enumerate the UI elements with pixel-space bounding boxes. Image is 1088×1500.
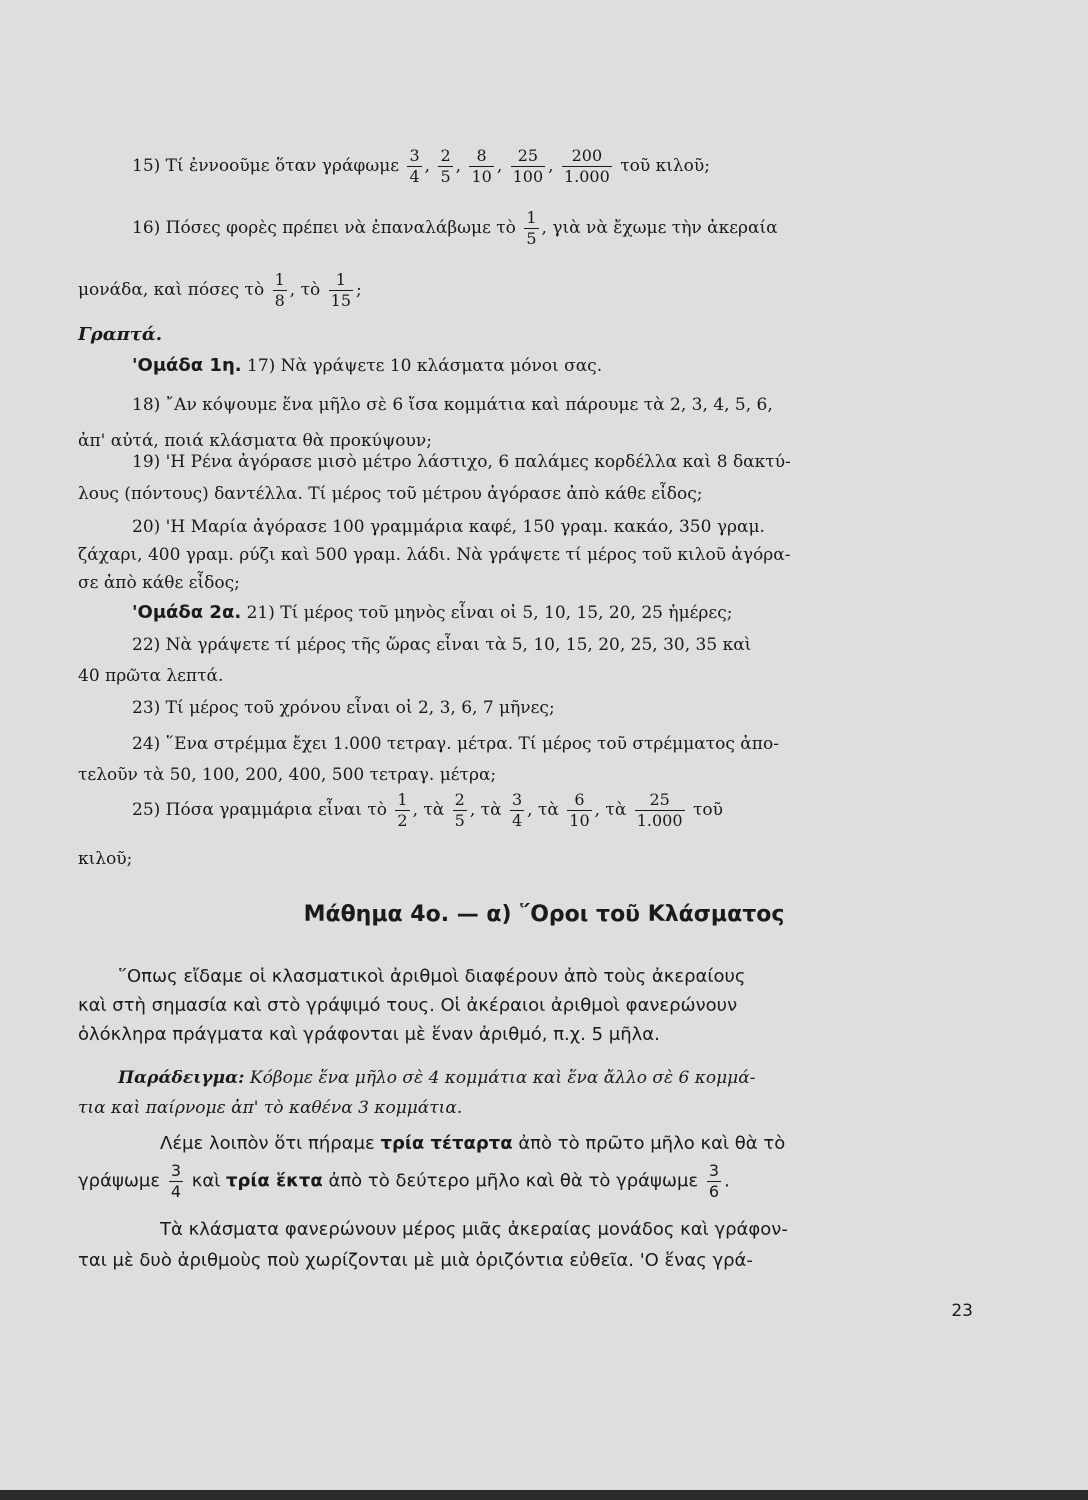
fraction (438, 148, 452, 185)
exercise-19-line2: λους (πόντους) δαντέλλα. Τί μέρος τοῦ μέτρου ἀγόρασε ἀπὸ κάθε εἶδος; (78, 484, 703, 504)
fraction (510, 792, 524, 829)
fraction-den: 6 (708, 1182, 720, 1201)
fraction-num: 3 (708, 1161, 720, 1180)
fraction-num: 3 (511, 790, 523, 809)
para2-line2 (78, 1163, 730, 1200)
fraction (453, 792, 467, 829)
group-1-line (132, 355, 602, 377)
exercise-18-line2: ἀπ' αὐτά, ποιά κλάσματα θὰ προκύψουν; (78, 431, 432, 451)
para2-bold: τρία τέταρτα (380, 1133, 513, 1154)
fraction-num: 25 (517, 146, 539, 165)
ex16-end: , γιὰ νὰ ἔχωμε τὴν ἀκεραία (541, 218, 778, 238)
group-2-line (132, 602, 732, 624)
fraction-den: 100 (512, 167, 544, 186)
exercise-20-line1: 20) 'Η Μαρία ἀγόρασε 100 γραμμάρια καφέ, 150 γραμ. κακάο, 350 γραμ. (132, 517, 765, 537)
exercise-17: 17) Νὰ γράψετε 10 κλάσματα μόνοι σας. (247, 356, 603, 376)
ex25-ta: , τὰ (469, 800, 502, 820)
exercise-24-line2: τελοῦν τὰ 50, 100, 200, 400, 500 τετραγ. μέτρα; (78, 765, 497, 785)
fraction (511, 148, 546, 185)
para2-bold: τρία ἕκτα (226, 1170, 323, 1192)
para2-text: γράψωμε (78, 1170, 161, 1192)
exercise-15: 15) Τί ἐννοοῦμε ὅταν γράφωμε $\frac{3}{4}$ , $\frac{2}{5}$ , $\frac{8}{10}$ , $\frac{25}{100}$ , $\frac{200}{1.000}$ τοῦ κιλοῦ; (132, 146, 710, 186)
fraction-num: 25 (649, 790, 670, 809)
fraction-den: 5 (526, 229, 537, 248)
group-1-label: 'Ομάδα 1η. (132, 355, 242, 376)
fraction-den: 10 (471, 167, 492, 186)
exercise-24-line1: 24) ῞Ενα στρέμμα ἔχει 1.000 τετραγ. μέτρα. Τί μέρος τοῦ στρέμματος ἀπο- (132, 734, 779, 754)
fraction (524, 210, 538, 247)
fraction-num: 1 (335, 270, 346, 289)
fraction-num: 1 (397, 790, 408, 809)
fraction-num: 8 (476, 146, 487, 165)
exercise-21: 21) Τί μέρος τοῦ μηνὸς εἶναι οἱ 5, 10, 15, 20, 25 ἡμέρες; (246, 603, 733, 623)
ex15-end: τοῦ κιλοῦ; (620, 156, 710, 176)
exercise-25 (132, 792, 723, 829)
scan-edge (0, 1490, 1088, 1500)
ex16-text: 16) Πόσες φορὲς πρέπει νὰ ἐπαναλάβωμε τὸ (132, 218, 516, 238)
fraction-num: 3 (409, 146, 420, 165)
fraction-den: 10 (569, 811, 590, 830)
fraction (707, 1163, 721, 1200)
fraction (469, 148, 493, 185)
para3-line2: ται μὲ δυὸ ἀριθμοὺς ποὺ χωρίζονται μὲ μιὰ ὁριζόντια εὐθεῖα. 'Ο ἕνας γρά- (78, 1250, 753, 1271)
ex15-text: 15) Τί ἐννοοῦμε ὅταν γράφωμε (132, 156, 400, 176)
fraction-num: 3 (170, 1161, 181, 1180)
ex25-ta: , τὰ (412, 800, 445, 820)
fraction-num: 6 (574, 790, 585, 809)
fraction-den: 8 (274, 291, 285, 310)
exercise-18-line1: 18) ῎Αν κόψουμε ἕνα μῆλο σὲ 6 ἴσα κομμάτια καὶ πάρουμε τὰ 2, 3, 4, 5, 6, (132, 395, 773, 415)
exercise-19-line1: 19) 'Η Ρένα ἀγόρασε μισὸ μέτρο λάστιχο, 6 παλάμες κορδέλλα καὶ 8 δακτύ- (132, 452, 791, 472)
fraction-den: 5 (440, 167, 451, 186)
fraction-den: 5 (454, 811, 465, 830)
fraction (407, 148, 421, 185)
fraction-num: 2 (440, 146, 451, 165)
fraction-den: 4 (170, 1182, 181, 1201)
ex25-text: 25) Πόσα γραμμάρια εἶναι τὸ (132, 800, 387, 820)
fraction-num: 1 (274, 270, 285, 289)
page-number: 23 (951, 1301, 973, 1321)
para2-text: καὶ (191, 1170, 221, 1192)
para3-line1: Τὰ κλάσματα φανερώνουν μέρος μιᾶς ἀκεραίας μονάδος καὶ γράφον- (160, 1219, 788, 1240)
fraction-den: 1.000 (636, 811, 683, 830)
para1-line3: ὁλόκληρα πράγματα καὶ γράφονται μὲ ἕναν ἀριθμό, π.χ. 5 μῆλα. (78, 1024, 660, 1045)
fraction (395, 792, 409, 829)
fraction-den: 15 (330, 291, 351, 310)
fraction-den: 1.000 (563, 167, 610, 186)
example-line2: τια καὶ παίρνομε ἀπ' τὸ καθένα 3 κομμάτια. (78, 1098, 463, 1118)
section-graphta: Γραπτά. (78, 324, 163, 345)
fraction-num: 2 (454, 790, 465, 809)
exercise-20-line2: ζάχαρι, 400 γραμ. ρύζι καὶ 500 γραμ. λάδι. Νὰ γράψετε τί μέρος τοῦ κιλοῦ ἀγόρα- (78, 545, 791, 565)
para2-text: ἀπὸ τὸ πρῶτο μῆλο καὶ θὰ τὸ (518, 1133, 786, 1154)
para2-line1 (160, 1133, 785, 1155)
example-text: Κόβομε ἕνα μῆλο σὲ 4 κομμάτια καὶ ἕνα ἄλλο σὲ 6 κομμά- (249, 1068, 756, 1088)
exercise-23: 23) Τί μέρος τοῦ χρόνου εἶναι οἱ 2, 3, 6, 7 μῆνες; (132, 698, 555, 718)
exercise-20-line3: σε ἀπὸ κάθε εἶδος; (78, 573, 240, 593)
exercise-16-line2 (78, 272, 362, 309)
exercise-22-line2: 40 πρῶτα λεπτά. (78, 666, 224, 686)
ex25-ta: , τὰ (594, 800, 627, 820)
para2-text: ἀπὸ τὸ δεύτερο μῆλο καὶ θὰ τὸ γράψωμε (328, 1170, 699, 1192)
fraction (635, 792, 685, 829)
lesson-heading: Μάθημα 4ο. — α) ῞Οροι τοῦ Κλάσματος (303, 902, 785, 927)
example-line1 (118, 1067, 755, 1089)
fraction (329, 272, 353, 309)
fraction-num: 1 (526, 208, 537, 227)
exercise-25-line2: κιλοῦ; (78, 849, 133, 869)
fraction (562, 148, 612, 185)
ex16-l2-end: ; (356, 280, 362, 300)
para2-text: Λέμε λοιπὸν ὅτι πήραμε (160, 1133, 375, 1154)
para2-text: . (724, 1170, 730, 1192)
fraction-den: 4 (409, 167, 420, 186)
fraction-den: 2 (397, 811, 408, 830)
exercise-22-line1: 22) Νὰ γράψετε τί μέρος τῆς ὥρας εἶναι τὰ 5, 10, 15, 20, 25, 30, 35 καὶ (132, 635, 752, 655)
fraction (567, 792, 591, 829)
para1-line2: καὶ στὴ σημασία καὶ στὸ γράψιμό τους. Οἱ ἀκέραιοι ἀριθμοὶ φανερώνουν (78, 995, 738, 1016)
example-label: Παράδειγμα: (118, 1068, 245, 1088)
ex16-mid: , τὸ (289, 280, 321, 300)
ex16-l2-text: μονάδα, καὶ πόσες τὸ (78, 280, 265, 300)
fraction-den: 4 (511, 811, 523, 830)
exercise-16 (132, 210, 778, 247)
para1-line1: ῞Οπως εἴδαμε οἱ κλασματικοὶ ἀριθμοὶ διαφέρουν ἀπὸ τοὺς ἀκεραίους (118, 966, 746, 987)
fraction (273, 272, 287, 309)
fraction (169, 1163, 183, 1200)
ex25-end: τοῦ (692, 800, 723, 820)
group-2-label: 'Ομάδα 2α. (132, 602, 242, 623)
ex25-ta: , τὰ (527, 800, 559, 820)
fraction-num: 200 (571, 146, 603, 165)
